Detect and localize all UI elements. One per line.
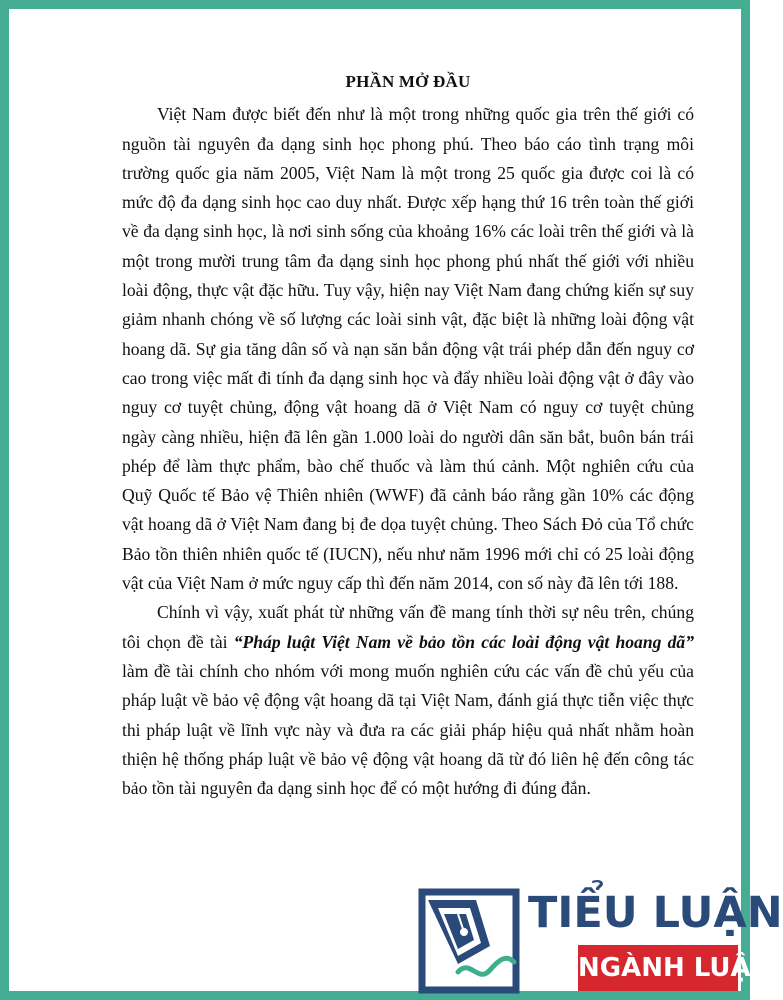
paragraph-intro: Việt Nam được biết đến như là một trong những quốc gia trên thế giới có nguồn tài nguyên đa dạng sinh học phong phú. Theo báo cáo tình trạng môi trường quốc gia năm 2005, Việt Nam là một trong 25 quốc gia được coi là có mức độ đa dạng sinh học cao duy nhất. Được xếp hạng thứ 16 trên toàn thế giới về đa dạng sinh học, là nơi sinh sống của khoảng 16% các loài trên thế giới và là một trong mười trung tâm đa dạng sinh học phong phú nhất thế giới với nhiều loài động, thực vật đặc hữu. Tuy vậy, hiện nay Việt Nam đang chứng kiến sự suy giảm nhanh chóng về số lượng các loài sinh vật, đặc biệt là những loài động vật hoang dã. Sự gia tăng dân số và nạn săn bắn động vật trái phép dẫn đến nguy cơ cao trong việc mất đi tính đa dạng sinh học và đẩy nhiều loài động vật ở đây vào nguy cơ tuyệt chủng, động vật hoang dã ở Việt Nam có nguy cơ tuyệt chủng ngày càng nhiều, hiện đã lên gần 1.000 loài do người dân săn bắt, buôn bán trái phép để làm thực phẩm, bào chế thuốc và làm thú cảnh. Một nghiên cứu của Quỹ Quốc tế Bảo vệ Thiên nhiên (WWF) đã cảnh báo rằng gần 10% các động vật hoang dã ở Việt Nam đang bị đe dọa tuyệt chủng. Theo Sách Đỏ của Tổ chức Bảo tồn thiên nhiên quốc tế (IUCN), nếu như năm 1996 mới chỉ có 25 loài động vật của Việt Nam ở mức nguy cấp thì đến năm 2014, con số này đã lên tới 188. <box>122 104 694 594</box>
paragraph-topic-lead: Chính vì vậy, xuất phát từ những vấn đề mang tính thời sự nêu trên, chúng tôi chọn đề tài <box>122 602 694 652</box>
document-body <box>122 67 694 803</box>
section-heading: PHẦN MỞ ĐẦU <box>345 72 471 91</box>
paragraph-topic-rest: làm đề tài chính cho nhóm với mong muốn nghiên cứu các vấn đề chủ yếu của pháp luật về bảo vệ động vật hoang dã tại Việt Nam, đánh giá thực tiễn việc thực thi pháp luật về lĩnh vực này và đưa ra các giải pháp hiệu quả nhất nhằm hoàn thiện hệ thống pháp luật về bảo vệ động vật hoang dã từ đó liên hệ đến công tác bảo tồn tài nguyên đa dạng sinh học để có một hướng đi đúng đắn. <box>122 660 694 799</box>
paragraph-topic <box>122 598 694 803</box>
topic-title: “Pháp luật Việt Nam về bảo tồn các loài động vật hoang dã” <box>233 631 694 652</box>
brand-logo <box>418 884 783 1000</box>
logo-subtitle: NGÀNH LUẬT <box>578 945 738 991</box>
pen-nib-icon <box>418 888 520 994</box>
logo-title: TIỂU LUẬN <box>528 888 783 938</box>
